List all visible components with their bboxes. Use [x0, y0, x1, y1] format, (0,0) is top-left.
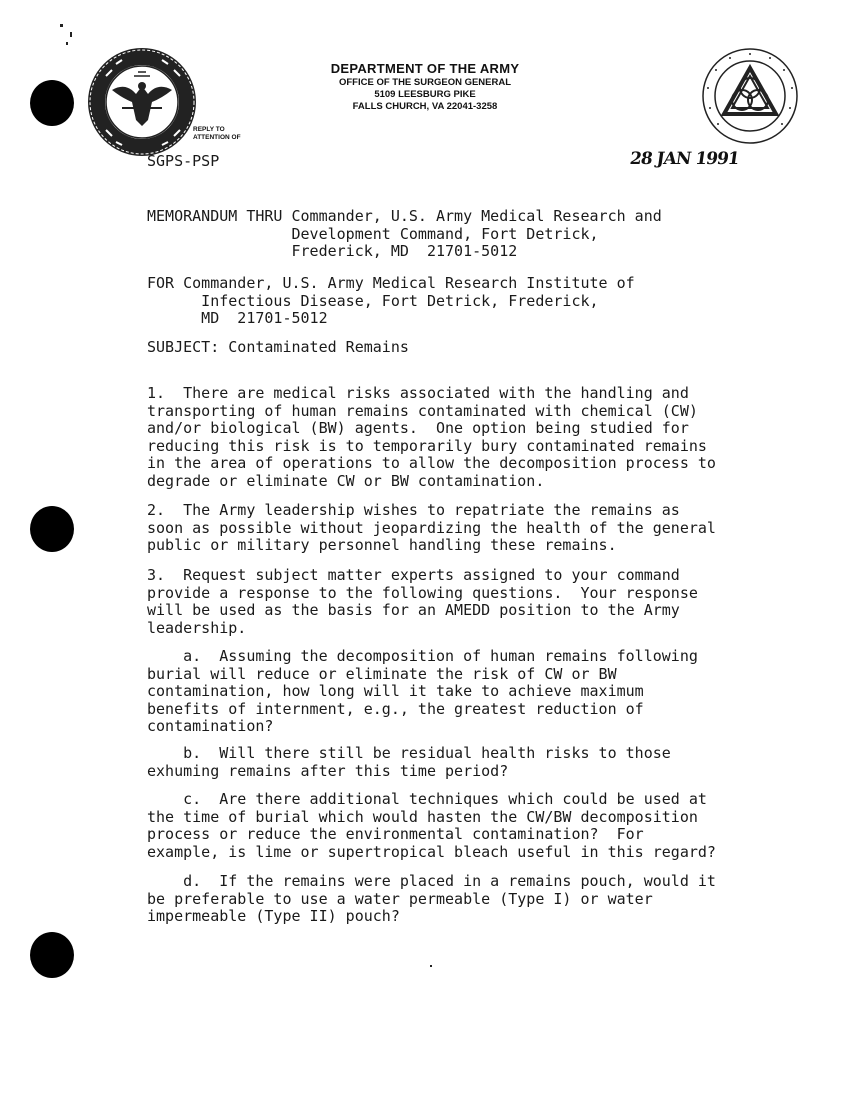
paragraph-3d [147, 873, 716, 926]
memorandum-for [147, 275, 635, 328]
body-line: burial will reduce or eliminate the risk of CW or BW [147, 664, 617, 683]
body-line: c. Are there additional techniques which could be used at [147, 790, 707, 808]
body-line: and/or biological (BW) agents. One option being studied for [147, 419, 689, 437]
body-line: process or reduce the environmental contamination? For [147, 825, 644, 843]
punch-hole-bottom [30, 932, 74, 978]
punch-hole-top [30, 80, 74, 126]
body-line: contamination, how long will it take to achieve maximum [147, 682, 644, 700]
paragraph-3c [147, 791, 716, 861]
memo-line: MD 21701-5012 [147, 309, 328, 327]
memo-line: Frederick, MD 21701-5012 [147, 242, 518, 260]
street-address: 5109 LEESBURG PIKE [374, 89, 476, 100]
paragraph-2 [147, 502, 716, 555]
body-line: leadership. [147, 618, 247, 637]
body-line: benefits of internment, e.g., the greatest reduction of [147, 699, 644, 718]
body-line: 2. The Army leadership wishes to repatriate the remains as [147, 501, 680, 519]
body-line: d. If the remains were placed in a remains pouch, would it [147, 872, 716, 890]
office-symbol: SGPS-PSP [147, 152, 220, 170]
memorandum-thru [147, 208, 662, 261]
subject-line: SUBJECT: Contaminated Remains [147, 338, 409, 356]
body-line: be preferable to use a water permeable (Type I) or water [147, 889, 653, 908]
scan-speck [60, 24, 63, 27]
office-name: OFFICE OF THE SURGEON GENERAL [338, 77, 512, 88]
paragraph-3b [147, 745, 671, 780]
scan-speck [66, 42, 68, 45]
city-address: FALLS CHURCH, VA 22041-3258 [352, 101, 498, 112]
body-line: degrade or eliminate CW or BW contamination. [147, 471, 545, 490]
body-line: the time of burial which would hasten the CW/BW decomposition [147, 807, 698, 826]
punch-hole-middle [30, 506, 74, 552]
paragraph-3 [147, 567, 698, 637]
paragraph-1 [147, 385, 716, 490]
scan-speck [430, 965, 432, 967]
memo-line: FOR Commander, U.S. Army Medical Research Institute of [147, 274, 635, 292]
body-line: a. Assuming the decomposition of human remains following [147, 647, 698, 665]
body-line: exhuming remains after this time period? [147, 761, 509, 780]
body-line: soon as possible without jeopardizing the health of the general [147, 518, 716, 537]
body-line: will be used as the basis for an AMEDD position to the Army [147, 601, 680, 619]
attention-of-line: ATTENTION OF [193, 134, 241, 141]
body-line: reducing this risk is to temporarily bury contaminated remains [147, 436, 707, 455]
scan-speck [70, 32, 72, 37]
paragraph-3a [147, 648, 698, 736]
department-of-defense-seal [86, 46, 198, 158]
department-name: DEPARTMENT OF THE ARMY [330, 61, 520, 76]
memo-line: Infectious Disease, Fort Detrick, Frederick, [147, 291, 599, 310]
reply-to-label [193, 126, 241, 142]
body-line: 1. There are medical risks associated with the handling and [147, 384, 689, 402]
body-line: public or military personnel handling these remains. [147, 536, 617, 554]
body-line: b. Will there still be residual health risks to those [147, 744, 671, 762]
body-line: 3. Request subject matter experts assigned to your command [147, 566, 680, 584]
body-line: in the area of operations to allow the decomposition process to [147, 454, 716, 472]
body-line: transporting of human remains contaminated with chemical (CW) [147, 401, 698, 420]
memo-line: MEMORANDUM THRU Commander, U.S. Army Medical Research and [147, 207, 662, 225]
body-line: provide a response to the following questions. Your response [147, 583, 698, 602]
letterhead [300, 61, 550, 113]
amedd-seal [700, 46, 800, 146]
reply-to-line: REPLY TO [193, 126, 225, 133]
date-stamp: 28 JAN 1991 [628, 149, 740, 169]
body-line: contamination? [147, 717, 274, 735]
body-line: example, is lime or supertropical bleach useful in this regard? [147, 842, 716, 861]
body-line: impermeable (Type II) pouch? [147, 907, 400, 925]
memo-line: Development Command, Fort Detrick, [147, 224, 599, 243]
